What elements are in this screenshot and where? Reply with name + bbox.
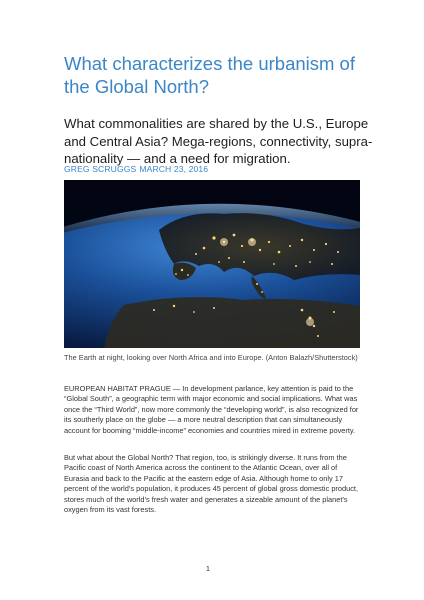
body-paragraph-2: But what about the Global North? That region, too, is strikingly diverse. It runs from the Pacific coast of North America across the continent to the Atlantic Ocean, over all of Eurasia and back to the Pacific at the eastern edge of Asia. Although home to only 17 percent of the world’s population, it produces 45 percent of global gross domestic product, stores much of the world’s fresh water and generates a sizeable amount of the planet’s oxygen from its vast forests. [64,453,359,515]
byline [64,164,211,174]
earth-at-night-image [64,180,360,348]
north-africa-landmass [104,297,360,348]
earth-night-illustration [64,180,360,348]
byline-date: MARCH 23, 2016 [139,164,209,174]
article-subtitle: What commonalities are shared by the U.S., Europe and Central Asia? Mega-regions, connectivity, supra-nationality — and a need for migration. [64,116,373,166]
body-paragraph-1: EUROPEAN HABITAT PRAGUE — In development parlance, key attention is paid to the “Global South”, a geographic term with major economic and social implications. What was once the “Third World”, now more commonly the “developing world”, is also recognized for its southerly place on the globe — a more neutral description that can simultaneously account for booming “middle-income” economies and countries mired in extreme poverty. [64,384,359,435]
page-number: 1 [206,566,210,573]
article-title: What characterizes the urbanism of the Global North? [64,53,355,97]
byline-author: GREG SCRUGGS [64,164,137,174]
image-caption: The Earth at night, looking over North Africa and into Europe. (Anton Balazh/Shutterstock) [64,353,358,362]
